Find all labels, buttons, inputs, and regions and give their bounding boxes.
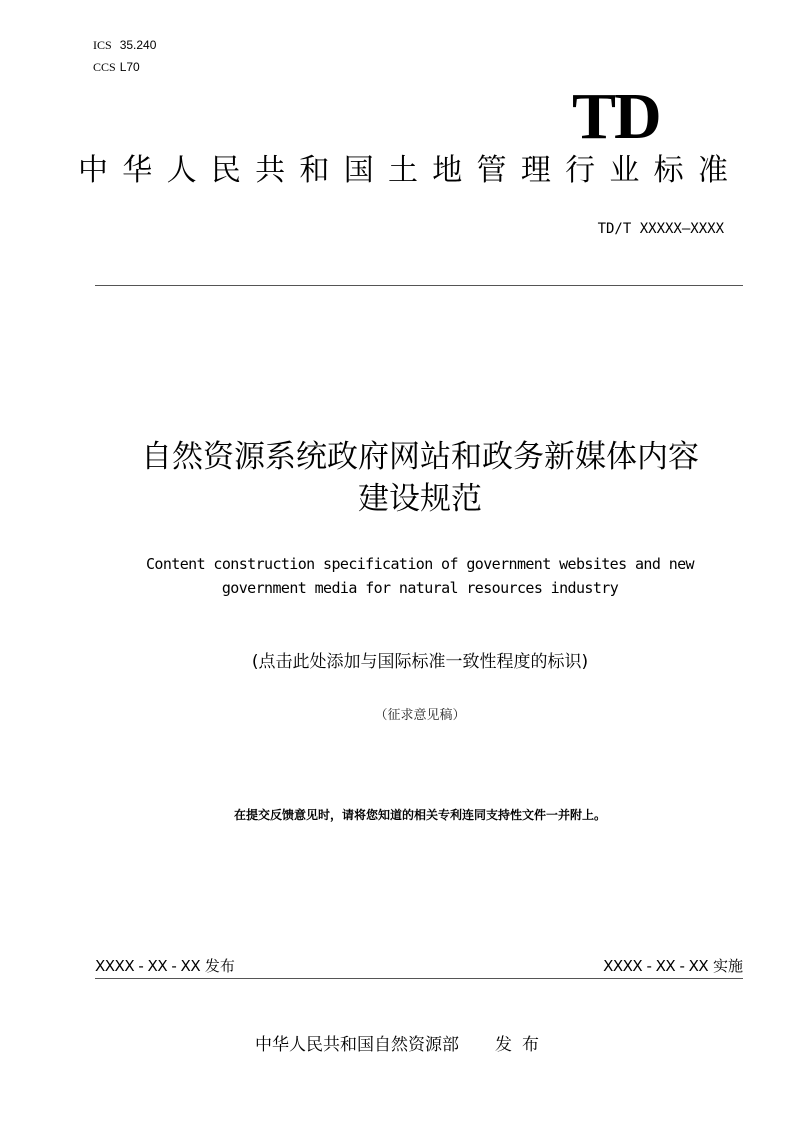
title-char: 华 bbox=[122, 153, 153, 188]
title-char: 业 bbox=[609, 153, 640, 188]
td-logo: TD bbox=[572, 80, 660, 153]
publish-date-value: XXXX - XX - XX bbox=[95, 957, 201, 975]
draft-status: （征求意见稿） bbox=[374, 708, 466, 723]
issue-action: 发布 bbox=[495, 1035, 549, 1055]
document-title-zh bbox=[60, 436, 780, 520]
ics-code: 35.240 bbox=[119, 38, 157, 52]
publisher bbox=[255, 1034, 549, 1056]
title-char: 行 bbox=[565, 153, 596, 188]
title-char: 民 bbox=[210, 153, 241, 188]
document-title-en bbox=[60, 552, 780, 600]
title-zh-line1: 自然资源系统政府网站和政务新媒体内容 bbox=[141, 439, 699, 475]
title-char: 共 bbox=[255, 153, 286, 188]
publish-label: 发布 bbox=[204, 957, 235, 975]
patent-notice: 在提交反馈意见时，请将您知道的相关专利连同支持性文件一并附上。 bbox=[233, 808, 606, 822]
title-char: 人 bbox=[166, 153, 197, 188]
title-en-line2: government media for natural resources industry bbox=[221, 579, 619, 597]
implement-label: 实施 bbox=[712, 957, 743, 975]
implement-date-value: XXXX - XX - XX bbox=[603, 957, 709, 975]
title-en-line1: Content construction specification of government websites and new bbox=[145, 555, 694, 573]
title-char: 标 bbox=[653, 153, 684, 188]
standard-number: TD/T XXXXX—XXXX bbox=[597, 221, 724, 237]
title-char: 理 bbox=[520, 153, 551, 188]
publish-date bbox=[95, 956, 235, 976]
title-char: 地 bbox=[432, 153, 463, 188]
ics-line bbox=[93, 38, 156, 52]
title-char: 管 bbox=[476, 153, 507, 188]
consistency-placeholder[interactable]: (点击此处添加与国际标准一致性程度的标识) bbox=[251, 652, 589, 672]
title-char: 准 bbox=[697, 153, 728, 188]
ccs-code: L70 bbox=[119, 60, 140, 74]
implement-date bbox=[603, 956, 743, 976]
ics-label: ICS bbox=[93, 38, 112, 52]
issuer-name: 中华人民共和国自然资源部 bbox=[255, 1035, 459, 1055]
header-divider bbox=[95, 285, 743, 286]
footer-divider bbox=[95, 978, 743, 979]
title-char: 和 bbox=[299, 153, 330, 188]
standard-category-title bbox=[78, 151, 728, 191]
title-char: 中 bbox=[78, 153, 108, 188]
ccs-label: CCS bbox=[93, 60, 116, 74]
title-zh-line2: 建设规范 bbox=[358, 481, 482, 517]
ccs-line bbox=[93, 60, 140, 74]
title-char: 土 bbox=[387, 153, 418, 188]
title-char: 国 bbox=[343, 153, 374, 188]
